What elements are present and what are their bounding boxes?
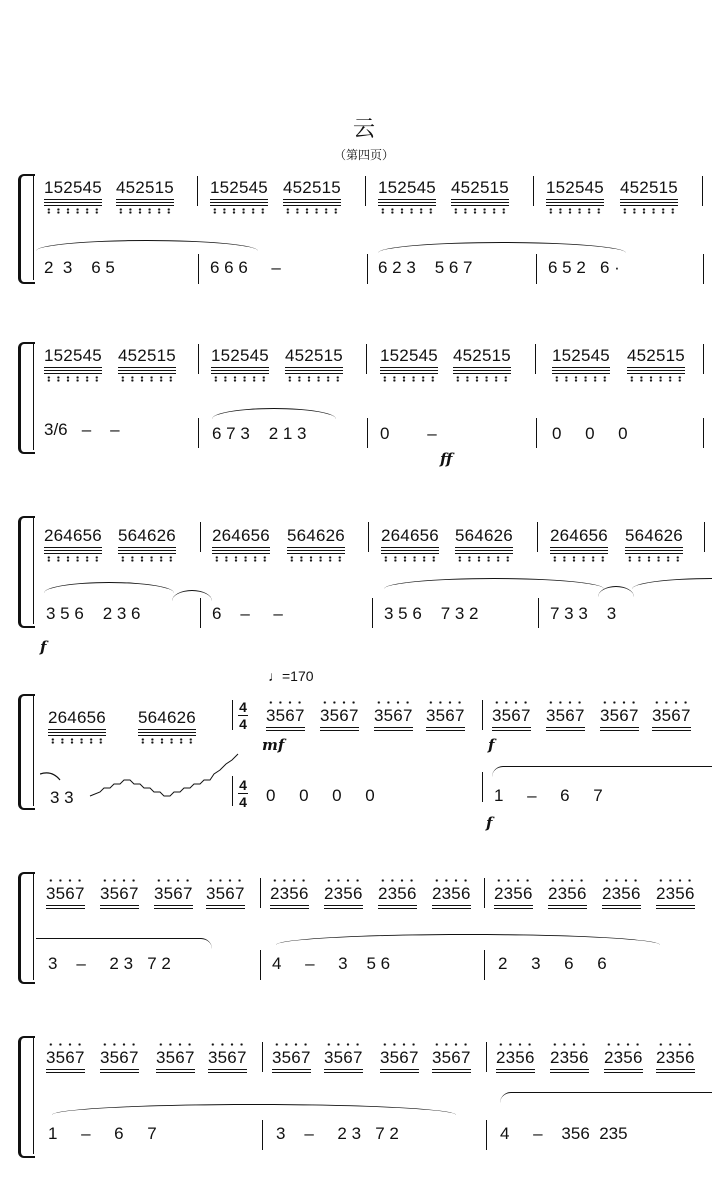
- lower-measure: 0 –: [380, 424, 437, 443]
- upper-note-group: 3567: [46, 1048, 85, 1068]
- upper-note-group: 3567: [380, 1048, 419, 1068]
- phrase-slur: [276, 934, 660, 945]
- score-system-4: [0, 666, 728, 836]
- upper-note-group: 564626: [455, 526, 513, 546]
- upper-note-group: 264656: [212, 526, 270, 546]
- barline: [486, 1042, 487, 1072]
- score-system-2: [0, 338, 728, 468]
- lower-measure: 7 3 3 3: [550, 604, 617, 623]
- score-system-1: [0, 170, 728, 290]
- upper-note-group: 3567: [426, 706, 465, 726]
- upper-note-group: 2356: [604, 1048, 643, 1068]
- score-system-3: [0, 512, 728, 662]
- lower-measure: 3 – 2 3 7 2: [48, 954, 171, 973]
- barline: [537, 522, 538, 552]
- upper-note-group: 2356: [548, 884, 587, 904]
- barline: [367, 254, 368, 284]
- barline: [703, 344, 704, 374]
- barline: [232, 776, 233, 806]
- upper-note-group: 564626: [625, 526, 683, 546]
- upper-note-group: 564626: [138, 708, 196, 728]
- system-stem: [33, 694, 34, 806]
- upper-note-group: 3567: [374, 706, 413, 726]
- dynamic-marking: f: [488, 736, 495, 754]
- upper-note-group: 152545: [546, 178, 604, 198]
- barline: [482, 700, 483, 730]
- upper-note-group: 2356: [656, 1048, 695, 1068]
- upper-note-group: 452515: [620, 178, 678, 198]
- system-stem: [33, 516, 34, 624]
- upper-note-group: 264656: [381, 526, 439, 546]
- barline: [703, 418, 704, 448]
- lower-measure: 3 5 6 7 3 2: [384, 604, 479, 623]
- score-system-6: [0, 1032, 728, 1182]
- barline: [198, 418, 199, 448]
- phrase-slur: [36, 240, 258, 251]
- phrase-slur: [500, 1092, 712, 1103]
- upper-note-group: 3567: [272, 1048, 311, 1068]
- lower-measure: 3 5 6 2 3 6: [46, 604, 141, 623]
- phrase-slur: [598, 586, 634, 597]
- dynamic-marking: f: [486, 814, 493, 832]
- lower-measure: 0 0 0 0: [266, 786, 375, 805]
- dynamic-marking: mf: [262, 736, 285, 754]
- lower-measure: 3 – 2 3 7 2: [276, 1124, 399, 1143]
- upper-note-group: 152545: [210, 178, 268, 198]
- barline: [232, 700, 233, 730]
- phrase-slur: [378, 242, 626, 253]
- upper-note-group: 2356: [432, 884, 471, 904]
- barline: [197, 176, 198, 206]
- upper-note-group: 3567: [154, 884, 193, 904]
- upper-note-group: 152545: [552, 346, 610, 366]
- upper-note-group: 3567: [492, 706, 531, 726]
- phrase-slur: [492, 766, 712, 777]
- lower-measure: 1 – 6 7: [48, 1124, 157, 1143]
- phrase-slur: [384, 578, 604, 589]
- barline: [533, 176, 534, 206]
- upper-note-group: 452515: [627, 346, 685, 366]
- phrase-slur: [36, 938, 212, 949]
- barline: [367, 418, 368, 448]
- lower-measure: 6 2 3 5 6 7: [378, 258, 473, 277]
- upper-note-group: 452515: [285, 346, 343, 366]
- barline: [538, 598, 539, 628]
- lower-measure: 6 7 3 2 1 3: [212, 424, 307, 443]
- time-signature: 4 4: [239, 777, 247, 810]
- upper-note-group: 3567: [324, 1048, 363, 1068]
- barline: [702, 176, 703, 206]
- barline: [484, 950, 485, 980]
- phrase-slur: [632, 578, 712, 589]
- barline: [198, 254, 199, 284]
- upper-note-group: 3567: [208, 1048, 247, 1068]
- barline: [200, 522, 201, 552]
- barline: [368, 522, 369, 552]
- phrase-slur: [212, 408, 336, 419]
- barline: [372, 598, 373, 628]
- barline: [200, 598, 201, 628]
- upper-note-group: 452515: [118, 346, 176, 366]
- barline: [198, 344, 199, 374]
- tempo-marking: ♩=170: [268, 668, 314, 684]
- page-subtitle: （第四页）: [333, 148, 394, 162]
- upper-note-group: 152545: [44, 178, 102, 198]
- upper-note-group: 264656: [44, 526, 102, 546]
- upper-note-group: 3567: [432, 1048, 471, 1068]
- barline: [365, 176, 366, 206]
- upper-note-group: 152545: [211, 346, 269, 366]
- upper-note-group: 3567: [266, 706, 305, 726]
- time-signature: 4 4: [239, 699, 247, 732]
- barline: [536, 418, 537, 448]
- barline: [262, 1120, 263, 1150]
- barline: [482, 772, 483, 802]
- barline: [486, 1120, 487, 1150]
- system-stem: [33, 342, 34, 450]
- lower-measure: 3/6 – –: [44, 420, 120, 439]
- lower-measure: 2 3 6 6: [498, 954, 607, 973]
- lower-measure: 6 – –: [212, 604, 283, 623]
- lower-measure: 0 0 0: [552, 424, 628, 443]
- upper-note-group: 2356: [496, 1048, 535, 1068]
- upper-note-group: 2356: [550, 1048, 589, 1068]
- upper-note-group: 564626: [287, 526, 345, 546]
- system-stem: [33, 174, 34, 280]
- upper-note-group: 452515: [283, 178, 341, 198]
- lower-measure: 3 3: [50, 788, 74, 807]
- upper-note-group: 2356: [494, 884, 533, 904]
- barline: [703, 254, 704, 284]
- upper-note-group: 2356: [602, 884, 641, 904]
- upper-note-group: 2356: [270, 884, 309, 904]
- upper-note-group: 452515: [453, 346, 511, 366]
- system-stem: [33, 872, 34, 980]
- barline: [260, 878, 261, 908]
- dynamic-marking: f: [40, 638, 47, 656]
- lower-measure: 6 5 2 6 ·: [548, 258, 620, 277]
- upper-note-group: 3567: [320, 706, 359, 726]
- upper-note-group: 2356: [378, 884, 417, 904]
- upper-note-group: 2356: [656, 884, 695, 904]
- phrase-slur: [52, 1104, 456, 1115]
- barline: [366, 344, 367, 374]
- barline: [704, 522, 705, 552]
- lower-measure: 4 – 356 235: [500, 1124, 628, 1143]
- upper-note-group: 564626: [118, 526, 176, 546]
- upper-note-group: 152545: [378, 178, 436, 198]
- upper-note-group: 3567: [100, 1048, 139, 1068]
- upper-note-group: 264656: [550, 526, 608, 546]
- upper-note-group: 3567: [600, 706, 639, 726]
- barline: [262, 1042, 263, 1072]
- upper-note-group: 152545: [44, 346, 102, 366]
- lower-measure: 1 – 6 7: [494, 786, 603, 805]
- phrase-slur: [172, 590, 212, 601]
- page-title: 云: [352, 117, 375, 142]
- upper-note-group: 264656: [48, 708, 106, 728]
- upper-note-group: 3567: [546, 706, 585, 726]
- lower-measure: 6 6 6 –: [210, 258, 281, 277]
- dynamic-marking: ff: [440, 450, 453, 468]
- score-system-5: [0, 868, 728, 998]
- lower-measure: 2 3 6 5: [44, 258, 115, 277]
- barline: [536, 254, 537, 284]
- upper-note-group: 2356: [324, 884, 363, 904]
- system-stem: [33, 1036, 34, 1154]
- upper-note-group: 3567: [100, 884, 139, 904]
- barline: [535, 344, 536, 374]
- barline: [484, 878, 485, 908]
- upper-note-group: 3567: [206, 884, 245, 904]
- lower-measure: 4 – 3 5 6: [272, 954, 391, 973]
- upper-note-group: 3567: [156, 1048, 195, 1068]
- upper-note-group: 152545: [380, 346, 438, 366]
- upper-note-group: 452515: [451, 178, 509, 198]
- upper-note-group: 452515: [116, 178, 174, 198]
- upper-note-group: 3567: [652, 706, 691, 726]
- phrase-slur: [44, 582, 174, 593]
- upper-note-group: 3567: [46, 884, 85, 904]
- barline: [260, 950, 261, 980]
